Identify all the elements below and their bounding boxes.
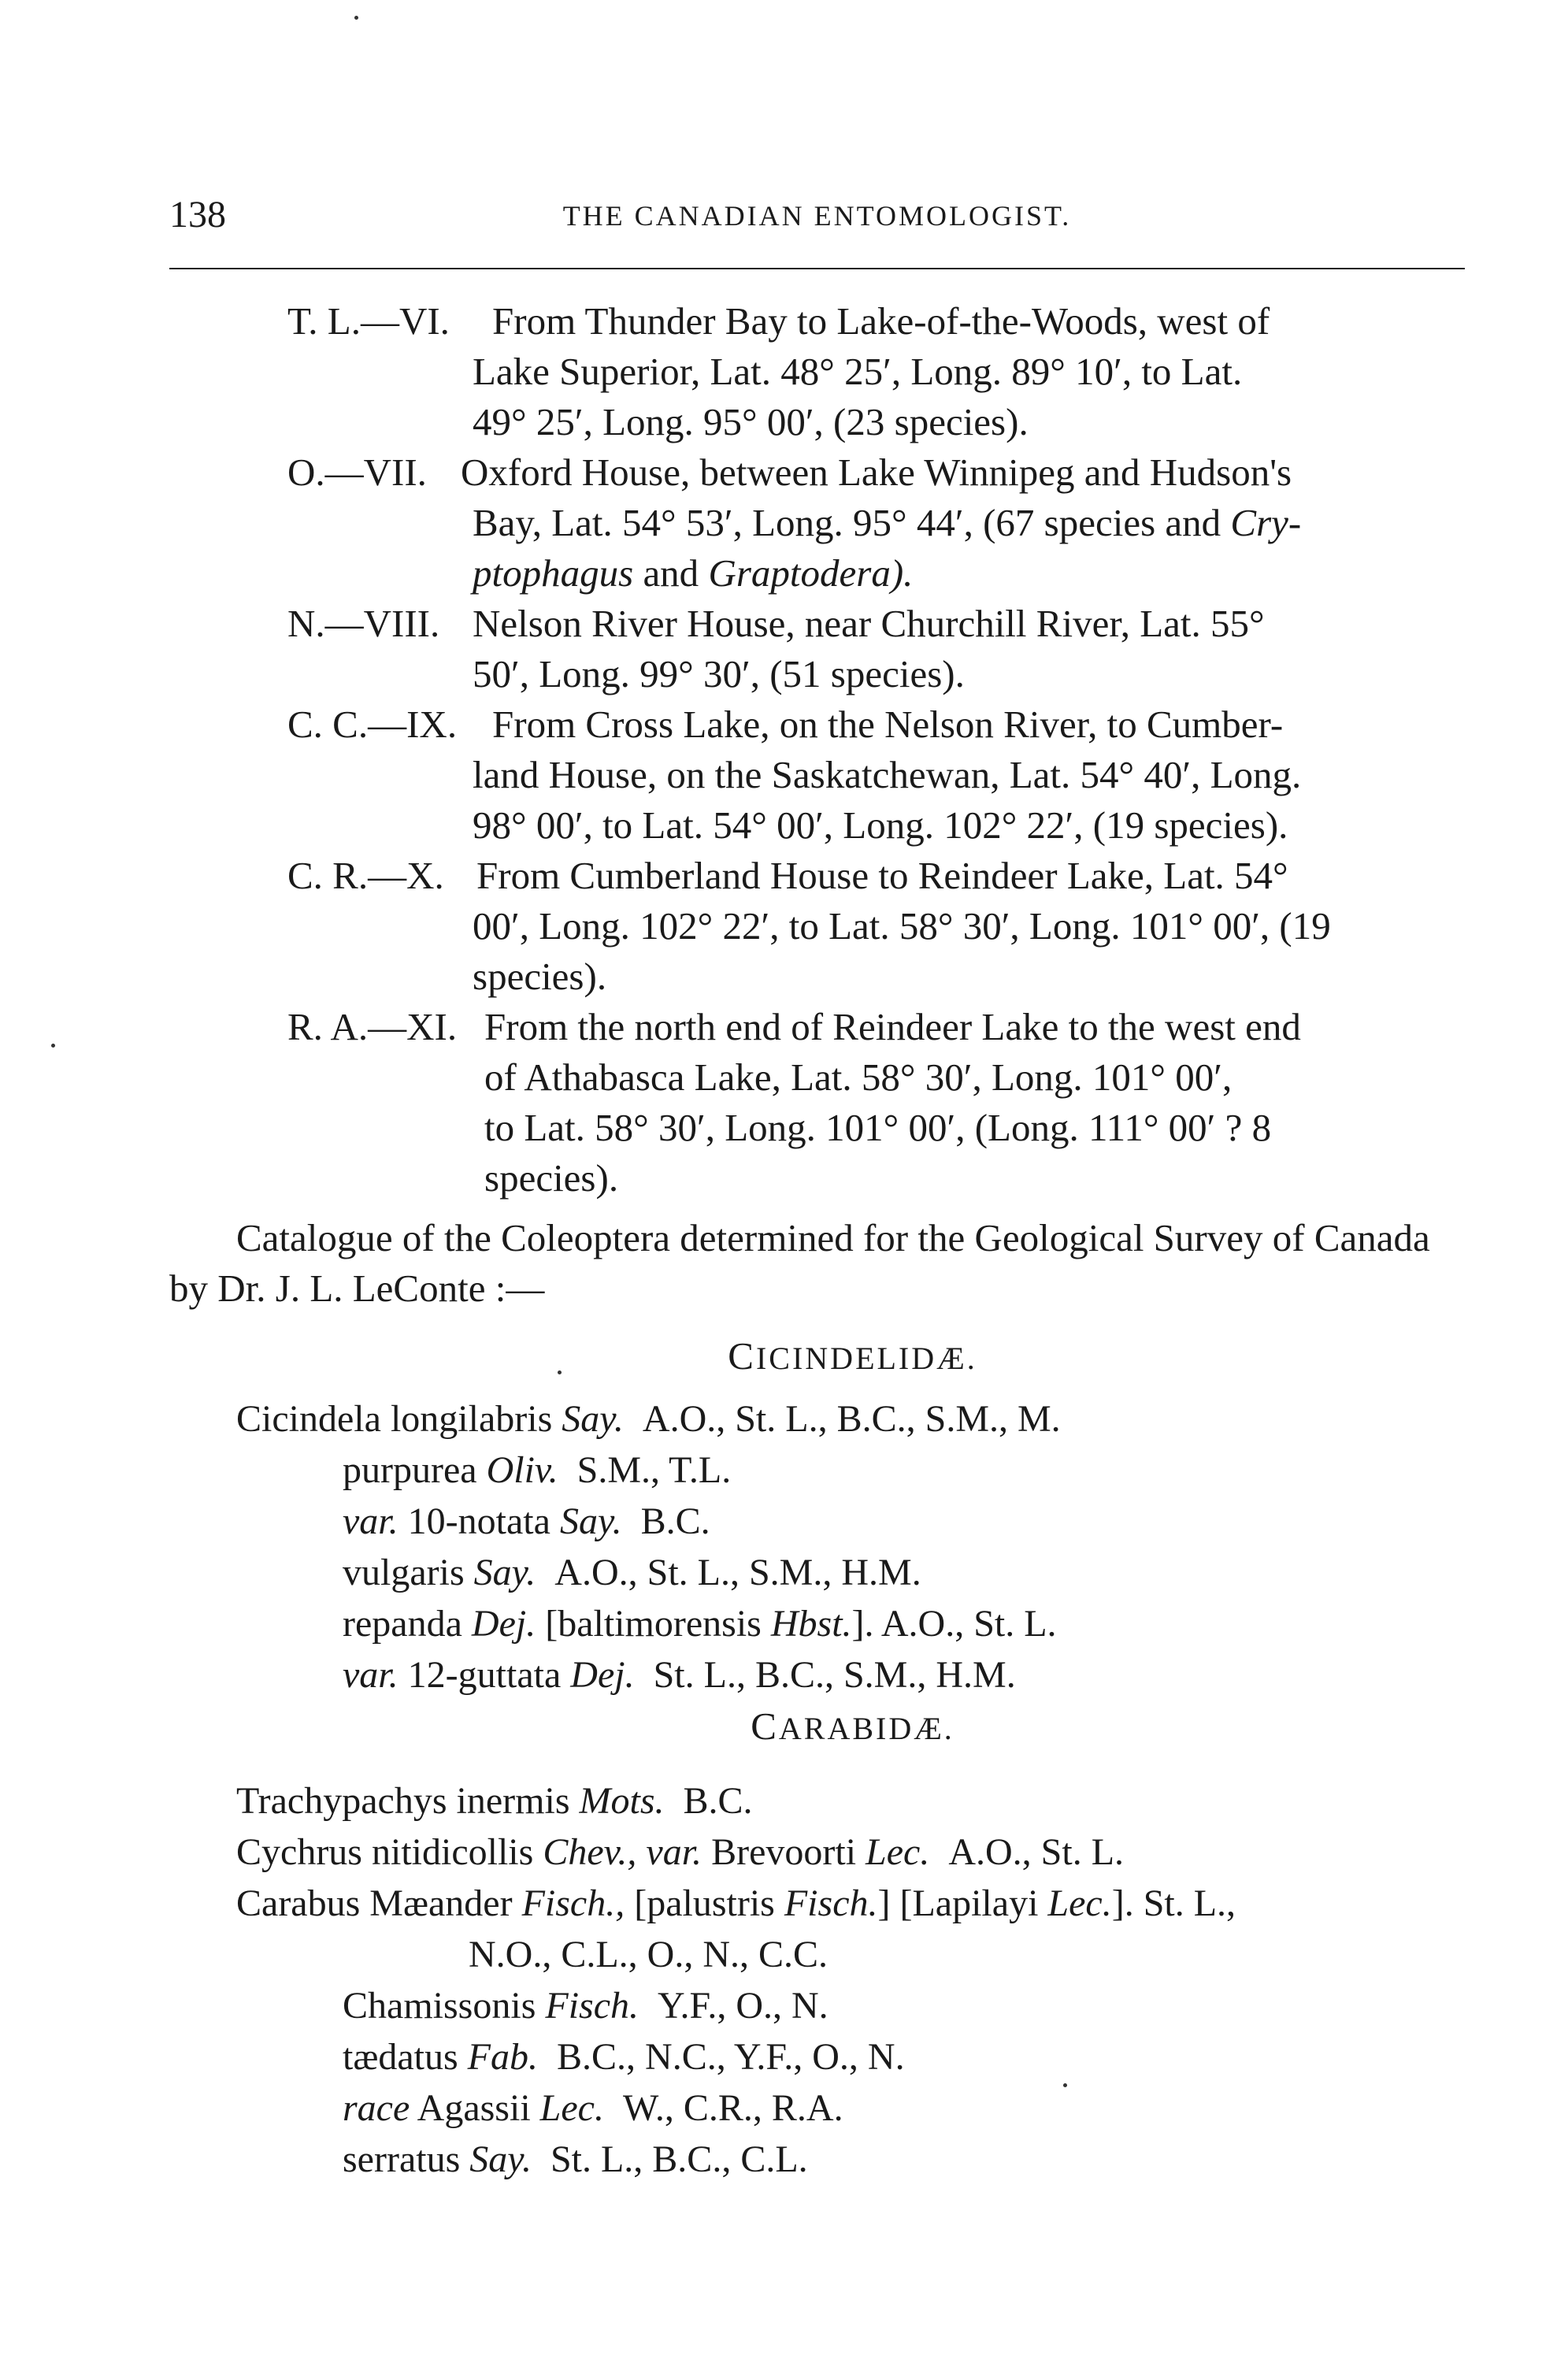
header-rule bbox=[169, 268, 1465, 269]
region-item bbox=[169, 699, 1465, 851]
region-line: of Athabasca Lake, Lat. 58° 30′, Long. 101° 00′, bbox=[484, 1055, 1233, 1099]
region-list bbox=[169, 296, 1465, 1204]
page-header bbox=[169, 193, 1465, 248]
region-text bbox=[473, 851, 1465, 1002]
region-line: 00′, Long. 102° 22′, to Lat. 58° 30′, Long. 101° 00′, (19 bbox=[473, 904, 1331, 948]
print-speck bbox=[1063, 2083, 1067, 2087]
catalogue-intro: Catalogue of the Coleoptera determined for the Geological Survey of Canada by Dr. J. L. LeConte :— bbox=[169, 1216, 1430, 1310]
species-entry: serratus Say. St. L., B.C., C.L. bbox=[343, 2138, 808, 2180]
region-code: T. L.—VI. bbox=[287, 299, 450, 343]
region-line: Bay, Lat. 54° 53′, Long. 95° 44′, (67 species and Cry- bbox=[473, 501, 1302, 544]
species-entry: vulgaris Say. A.O., St. L., S.M., H.M. bbox=[343, 1552, 921, 1593]
print-speck bbox=[354, 16, 358, 20]
region-text bbox=[473, 699, 1465, 851]
species-entry: repanda Dej. [baltimorensis Hbst.]. A.O., St. L. bbox=[343, 1603, 1057, 1645]
species-entry: Cychrus nitidicollis Chev., var. Brevoorti Lec. A.O., St. L. bbox=[236, 1831, 1125, 1873]
species-entry: purpurea Oliv. S.M., T.L. bbox=[343, 1449, 732, 1491]
region-line: 50′, Long. 99° 30′, (51 species). bbox=[473, 652, 965, 695]
region-item bbox=[169, 1002, 1465, 1204]
region-text bbox=[461, 447, 1465, 599]
print-speck bbox=[51, 1044, 55, 1048]
region-line: Nelson River House, near Churchill River, Lat. 55° bbox=[473, 602, 1265, 645]
region-text bbox=[473, 1002, 1465, 1204]
region-line: Lake Superior, Lat. 48° 25′, Long. 89° 10′, to Lat. bbox=[473, 350, 1243, 393]
region-item bbox=[169, 851, 1465, 1002]
region-item bbox=[169, 599, 1465, 699]
region-line: From the north end of Reindeer Lake to the west end bbox=[484, 1005, 1301, 1048]
region-item bbox=[169, 447, 1465, 599]
page-number: 138 bbox=[169, 194, 226, 236]
print-speck bbox=[558, 1370, 562, 1374]
family-heading-cicindelidae bbox=[205, 1333, 1500, 1378]
species-entry: Trachypachys inermis Mots. B.C. bbox=[236, 1780, 753, 1822]
region-line: From Cross Lake, on the Nelson River, to Cumber- bbox=[492, 703, 1284, 746]
region-line: From Cumberland House to Reindeer Lake, Lat. 54° bbox=[476, 854, 1288, 897]
family-rest: ICINDELIDÆ. bbox=[755, 1341, 977, 1376]
species-entry-continued: N.O., C.L., O., N., C.C. bbox=[469, 1934, 828, 1975]
region-line: ptophagus and Graptodera). bbox=[473, 551, 914, 595]
region-line: 49° 25′, Long. 95° 00′, (23 species). bbox=[473, 400, 1029, 443]
region-code: C. R.—X. bbox=[287, 854, 444, 897]
region-text bbox=[473, 599, 1465, 699]
family-initial: C bbox=[751, 1704, 779, 1748]
region-line: land House, on the Saskatchewan, Lat. 54° 40′, Long. bbox=[473, 753, 1302, 796]
species-entry: Carabus Mæander Fisch., [palustris Fisch.] [Lapilayi Lec.]. St. L., bbox=[236, 1882, 1236, 1924]
species-entry: tædatus Fab. B.C., N.C., Y.F., O., N. bbox=[343, 2036, 905, 2078]
running-title: THE CANADIAN ENTOMOLOGIST. bbox=[562, 200, 1072, 232]
region-text bbox=[473, 296, 1465, 447]
region-line: From Thunder Bay to Lake-of-the-Woods, west of bbox=[492, 299, 1270, 343]
species-entry: race Agassii Lec. W., C.R., R.A. bbox=[343, 2087, 843, 2129]
family-heading-carabidae bbox=[205, 1704, 1500, 1749]
region-code: C. C.—IX. bbox=[287, 703, 458, 746]
region-line: 98° 00′, to Lat. 54° 00′, Long. 102° 22′, (19 species). bbox=[473, 803, 1288, 847]
region-line: species). bbox=[473, 955, 607, 998]
species-entry: Chamissonis Fisch. Y.F., O., N. bbox=[343, 1985, 828, 2027]
region-code: R. A.—XI. bbox=[287, 1005, 458, 1048]
species-entry: var. 10-notata Say. B.C. bbox=[343, 1500, 710, 1542]
species-entry: var. 12-guttata Dej. St. L., B.C., S.M., H.M. bbox=[343, 1654, 1016, 1696]
species-entry: Cicindela longilabris Say. A.O., St. L., B.C., S.M., M. bbox=[236, 1398, 1061, 1440]
region-line: species). bbox=[484, 1156, 619, 1200]
region-line: Oxford House, between Lake Winnipeg and Hudson's bbox=[461, 451, 1292, 494]
region-line: to Lat. 58° 30′, Long. 101° 00′, (Long. 111° 00′ ? 8 bbox=[484, 1106, 1272, 1149]
region-code: O.—VII. bbox=[287, 451, 427, 494]
region-code: N.—VIII. bbox=[287, 602, 440, 645]
region-item bbox=[169, 296, 1465, 447]
family-initial: C bbox=[728, 1334, 756, 1378]
family-rest: ARABIDÆ. bbox=[778, 1711, 955, 1746]
